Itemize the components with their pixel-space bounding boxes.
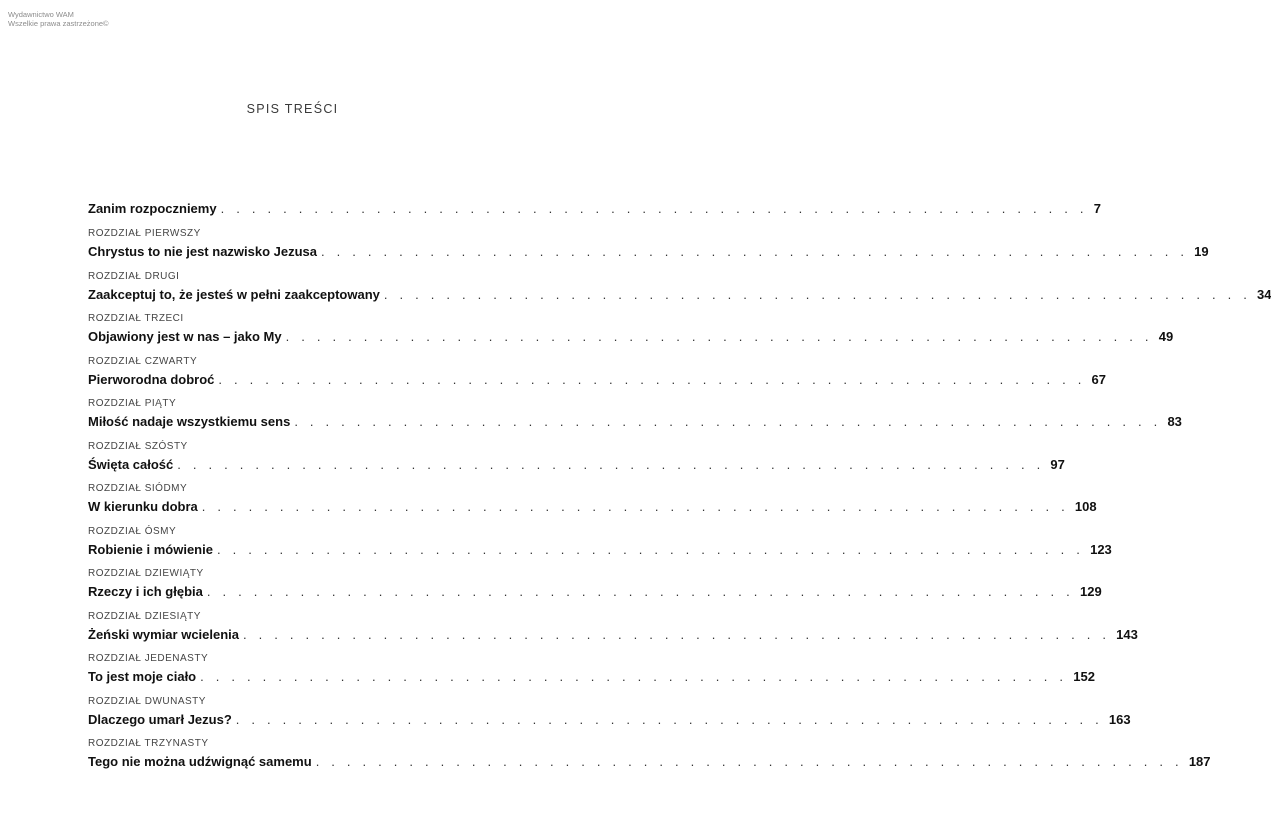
publisher-name: Wydawnictwo WAM bbox=[8, 10, 74, 19]
chapter-label: ROZDZIAŁ TRZYNASTY bbox=[88, 738, 209, 749]
toc-entry-title: Święta całość bbox=[88, 456, 174, 472]
toc-entry-title: To jest moje ciało bbox=[88, 669, 197, 684]
toc-row bbox=[88, 626, 1138, 644]
toc-page-number: 34 bbox=[1257, 286, 1271, 302]
toc-page-number: 97 bbox=[1050, 456, 1065, 472]
toc-entry[interactable] bbox=[88, 610, 1138, 654]
chapter-label: ROZDZIAŁ SZÓSTY bbox=[88, 440, 188, 452]
toc-row bbox=[88, 413, 1182, 431]
toc-row bbox=[88, 583, 1102, 601]
toc-page-number: 163 bbox=[1108, 711, 1131, 727]
toc-row bbox=[88, 200, 1101, 218]
toc-entry-title: Miłość nadaje wszystkiemu sens bbox=[88, 414, 291, 429]
toc-row bbox=[88, 711, 1131, 729]
dot-leader: . . . . . . . . . . . . . . . . . . . . . . . . . . . . . . . . . . . . . . . . . . . . . . . . . . . . . . . . bbox=[285, 329, 1153, 344]
dot-leader: . . . . . . . . . . . . . . . . . . . . . . . . . . . . . . . . . . . . . . . . . . . . . . . . . . . . . . . . bbox=[216, 541, 1085, 557]
toc-entry[interactable] bbox=[88, 440, 1065, 484]
chapter-label: ROZDZIAŁ DWUNASTY bbox=[88, 695, 206, 707]
dot-leader: . . . . . . . . . . . . . . . . . . . . . . . . . . . . . . . . . . . . . . . . . . . . . . . . . . . . . . . . bbox=[321, 244, 1189, 259]
toc-entry[interactable] bbox=[88, 270, 1271, 314]
chapter-label: ROZDZIAŁ PIĄTY bbox=[88, 398, 177, 409]
toc-page-number: 7 bbox=[1093, 201, 1101, 216]
dot-leader: . . . . . . . . . . . . . . . . . . . . . . . . . . . . . . . . . . . . . . . . . . . . . . . . . . . . . . . . bbox=[235, 711, 1103, 727]
toc-entry-title: Robienie i mówienie bbox=[88, 541, 213, 557]
dot-leader: . . . . . . . . . . . . . . . . . . . . . . . . . . . . . . . . . . . . . . . . . . . . . . . . . . . . . . . . bbox=[218, 371, 1086, 387]
toc-row bbox=[88, 286, 1271, 304]
toc-entry[interactable] bbox=[88, 738, 1211, 781]
toc-page-number: 143 bbox=[1116, 626, 1138, 642]
dot-leader: . . . . . . . . . . . . . . . . . . . . . . . . . . . . . . . . . . . . . . . . . . . . . . . . . . . . . . . . bbox=[383, 286, 1252, 302]
toc-heading: SPIS TREŚCI bbox=[246, 102, 339, 116]
chapter-label: ROZDZIAŁ JEDENASTY bbox=[88, 653, 209, 664]
dot-leader: . . . . . . . . . . . . . . . . . . . . . . . . . . . . . . . . . . . . . . . . . . . . . . . . . . . . . . . . bbox=[206, 584, 1074, 599]
chapter-label: ROZDZIAŁ DZIESIĄTY bbox=[88, 610, 201, 622]
toc-row bbox=[88, 753, 1211, 771]
table-of-contents bbox=[88, 198, 1271, 781]
dot-leader: . . . . . . . . . . . . . . . . . . . . . . . . . . . . . . . . . . . . . . . . . . . . . . . . . . . . . . . . bbox=[294, 414, 1162, 429]
dot-leader: . . . . . . . . . . . . . . . . . . . . . . . . . . . . . . . . . . . . . . . . . . . . . . . . . . . . . . . . bbox=[200, 669, 1068, 684]
toc-page-number: 152 bbox=[1073, 669, 1095, 684]
toc-entry[interactable] bbox=[88, 653, 1095, 696]
toc-row bbox=[88, 668, 1095, 686]
toc-row bbox=[88, 456, 1065, 474]
toc-page-number: 129 bbox=[1080, 584, 1102, 599]
dot-leader: . . . . . . . . . . . . . . . . . . . . . . . . . . . . . . . . . . . . . . . . . . . . . . . . . . . . . . . . bbox=[201, 499, 1069, 514]
toc-page-number: 83 bbox=[1167, 414, 1182, 429]
toc-row bbox=[88, 328, 1174, 346]
dot-leader: . . . . . . . . . . . . . . . . . . . . . . . . . . . . . . . . . . . . . . . . . . . . . . . . . . . . . . . . bbox=[177, 456, 1045, 472]
toc-entry[interactable] bbox=[88, 198, 1101, 228]
dot-leader: . . . . . . . . . . . . . . . . . . . . . . . . . . . . . . . . . . . . . . . . . . . . . . . . . . . . . . . . bbox=[315, 754, 1183, 769]
publisher-notice bbox=[8, 10, 109, 28]
dot-leader: . . . . . . . . . . . . . . . . . . . . . . . . . . . . . . . . . . . . . . . . . . . . . . . . . . . . . . . . bbox=[243, 626, 1111, 642]
toc-entry[interactable] bbox=[88, 228, 1209, 271]
chapter-label: ROZDZIAŁ ÓSMY bbox=[88, 525, 177, 537]
toc-entry[interactable] bbox=[88, 525, 1112, 569]
toc-entry-title: Zanim rozpoczniemy bbox=[88, 201, 217, 216]
chapter-label: ROZDZIAŁ CZWARTY bbox=[88, 355, 198, 367]
dot-leader: . . . . . . . . . . . . . . . . . . . . . . . . . . . . . . . . . . . . . . . . . . . . . . . . . . . . . . . . bbox=[220, 201, 1088, 216]
toc-page-number: 49 bbox=[1158, 329, 1174, 344]
chapter-label: ROZDZIAŁ SIÓDMY bbox=[88, 483, 188, 494]
toc-entry[interactable] bbox=[88, 695, 1131, 739]
toc-entry-title: Pierworodna dobroć bbox=[88, 371, 215, 387]
toc-row bbox=[88, 541, 1112, 559]
toc-row bbox=[88, 498, 1097, 516]
toc-page-number: 123 bbox=[1090, 541, 1112, 557]
toc-entry-title: Rzeczy i ich głębia bbox=[88, 584, 203, 599]
toc-entry[interactable] bbox=[88, 355, 1106, 399]
toc-entry-title: Objawiony jest w nas – jako My bbox=[88, 329, 282, 344]
chapter-label: ROZDZIAŁ DZIEWIĄTY bbox=[88, 568, 204, 579]
toc-row bbox=[88, 371, 1106, 389]
toc-row bbox=[88, 243, 1209, 261]
toc-entry[interactable] bbox=[88, 568, 1102, 611]
toc-page-number: 19 bbox=[1194, 244, 1209, 259]
toc-entry-title: Żeński wymiar wcielenia bbox=[88, 626, 240, 642]
chapter-label: ROZDZIAŁ TRZECI bbox=[88, 313, 184, 324]
copyright-notice: Wszelkie prawa zastrzeżone© bbox=[8, 19, 109, 28]
toc-entry-title: Chrystus to nie jest nazwisko Jezusa bbox=[88, 244, 318, 259]
toc-entry-title: W kierunku dobra bbox=[88, 499, 198, 514]
toc-page-number: 67 bbox=[1091, 371, 1106, 387]
toc-page-number: 108 bbox=[1074, 499, 1097, 514]
toc-entry-title: Zaakceptuj to, że jesteś w pełni zaakceptowany bbox=[88, 286, 380, 302]
toc-page-number: 187 bbox=[1188, 754, 1211, 769]
toc-entry-title: Tego nie można udźwignąć samemu bbox=[88, 754, 312, 769]
toc-entry[interactable] bbox=[88, 483, 1097, 526]
chapter-label: ROZDZIAŁ PIERWSZY bbox=[88, 228, 201, 239]
toc-entry[interactable] bbox=[88, 398, 1182, 441]
toc-entry[interactable] bbox=[88, 313, 1174, 356]
chapter-label: ROZDZIAŁ DRUGI bbox=[88, 270, 180, 282]
toc-entry-title: Dlaczego umarł Jezus? bbox=[88, 711, 232, 727]
